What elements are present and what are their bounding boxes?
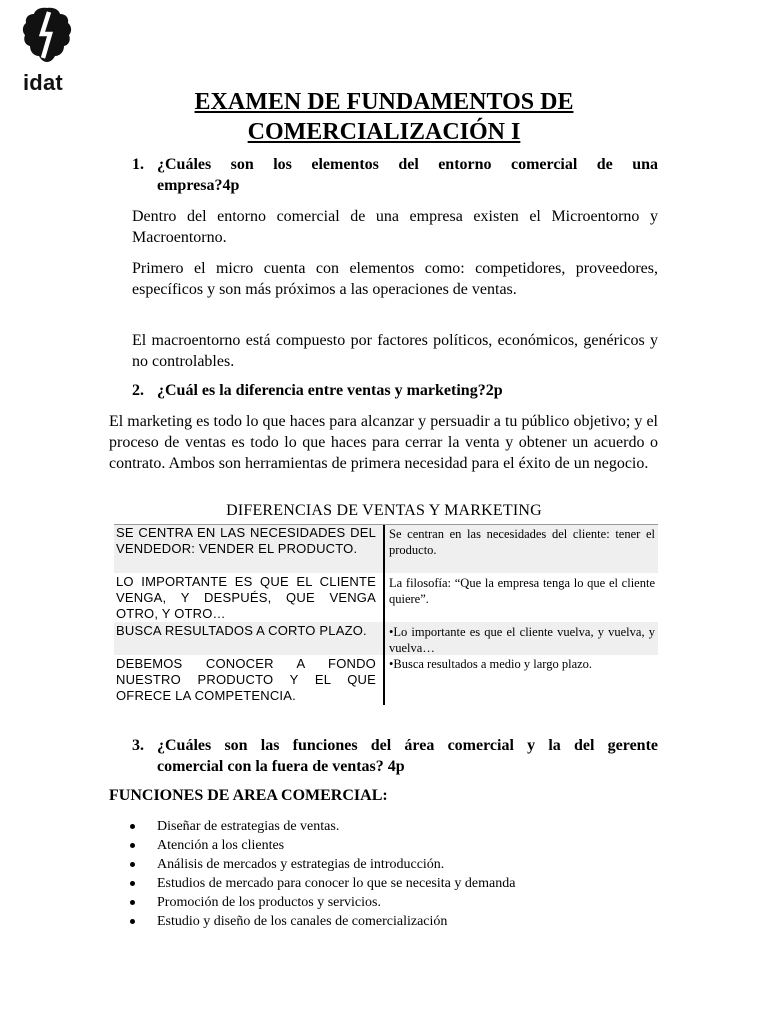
list-item-text: Diseñar de estrategias de ventas.	[157, 819, 340, 834]
bullet-icon	[130, 919, 135, 924]
differences-table	[114, 524, 658, 705]
list-item-text: Análisis de mercados y estrategias de introducción.	[157, 857, 445, 872]
table-cell-marketing: •Lo importante es que el cliente vuelva, y vuelva, y vuelva…	[389, 625, 655, 655]
answer-paragraph: Dentro del entorno comercial de una empresa existen el Microentorno y Macroentorno.	[132, 208, 658, 246]
brain-logo-icon	[22, 6, 72, 64]
functions-list	[130, 817, 515, 931]
table-cell-marketing: •Busca resultados a medio y largo plazo.	[389, 657, 593, 671]
page-title-line-1: EXAMEN DE FUNDAMENTOS DE	[194, 89, 574, 115]
table-title: DIFERENCIAS DE VENTAS Y MARKETING	[226, 502, 542, 519]
question-1	[132, 154, 658, 198]
question-number: 1.	[132, 156, 144, 173]
bullet-icon	[130, 900, 135, 905]
question-text-line-1: ¿Cuáles son las funciones del área comercial y la del gerente	[157, 737, 658, 754]
question-2	[132, 380, 658, 402]
question-number: 3.	[132, 737, 144, 754]
list-item-text: Promoción de los productos y servicios.	[157, 895, 381, 910]
list-item-text: Atención a los clientes	[157, 838, 285, 853]
table-cell-ventas: DEBEMOS CONOCER A FONDO NUESTRO PRODUCTO Y EL QUE OFRECE LA COMPETENCIA.	[116, 656, 376, 703]
question-text-line-2: empresa?4p	[157, 177, 240, 194]
list-item-text: Estudios de mercado para conocer lo que se necesita y demanda	[157, 876, 516, 891]
question-text-line-2: comercial con la fuera de ventas? 4p	[157, 758, 405, 775]
list-item-text: Estudio y diseño de los canales de comercialización	[157, 914, 448, 929]
answer-paragraph: Primero el micro cuenta con elementos como: competidores, proveedores, específicos y son más próximos a las operaciones de ventas.	[132, 260, 658, 298]
answer-paragraph: El macroentorno está compuesto por factores políticos, económicos, genéricos y no controlables.	[132, 332, 658, 370]
question-number: 2.	[132, 382, 144, 399]
list-item	[130, 912, 515, 931]
list-item	[130, 893, 515, 912]
question-text: ¿Cuál es la diferencia entre ventas y marketing?2p	[157, 382, 503, 399]
list-item	[130, 855, 515, 874]
list-item	[130, 836, 515, 855]
table-cell-ventas: BUSCA RESULTADOS A CORTO PLAZO.	[116, 623, 367, 638]
table-cell-ventas: SE CENTRA EN LAS NECESIDADES DEL VENDEDOR: VENDER EL PRODUCTO.	[116, 525, 376, 556]
idat-logo	[22, 6, 74, 95]
answer-paragraph: El marketing es todo lo que haces para alcanzar y persuadir a tu público objetivo; y el proceso de ventas es todo lo que haces para cerrar la venta y obtener un acuerdo o contrato. Ambos son herramientas de primera necesidad para el éxito de un negocio.	[109, 413, 658, 472]
section-title: FUNCIONES DE AREA COMERCIAL:	[109, 787, 388, 804]
table-cell-marketing: La filosofía: “Que la empresa tenga lo que el cliente quiere”.	[389, 576, 655, 606]
question-3	[132, 735, 658, 779]
bullet-icon	[130, 862, 135, 867]
table-cell-ventas: LO IMPORTANTE ES QUE EL CLIENTE VENGA, Y DESPUÉS, QUE VENGA OTRO, Y OTRO…	[116, 574, 376, 621]
page-title-line-2: COMERCIALIZACIÓN I	[247, 119, 521, 145]
table-cell-marketing: Se centran en las necesidades del cliente: tener el producto.	[389, 527, 655, 557]
question-text-line-1: ¿Cuáles son los elementos del entorno comercial de una	[157, 156, 658, 173]
bullet-icon	[130, 881, 135, 886]
logo-text: idat	[23, 70, 63, 95]
table-divider	[383, 525, 385, 705]
bullet-icon	[130, 824, 135, 829]
list-item	[130, 874, 515, 893]
list-item	[130, 817, 515, 836]
bullet-icon	[130, 843, 135, 848]
